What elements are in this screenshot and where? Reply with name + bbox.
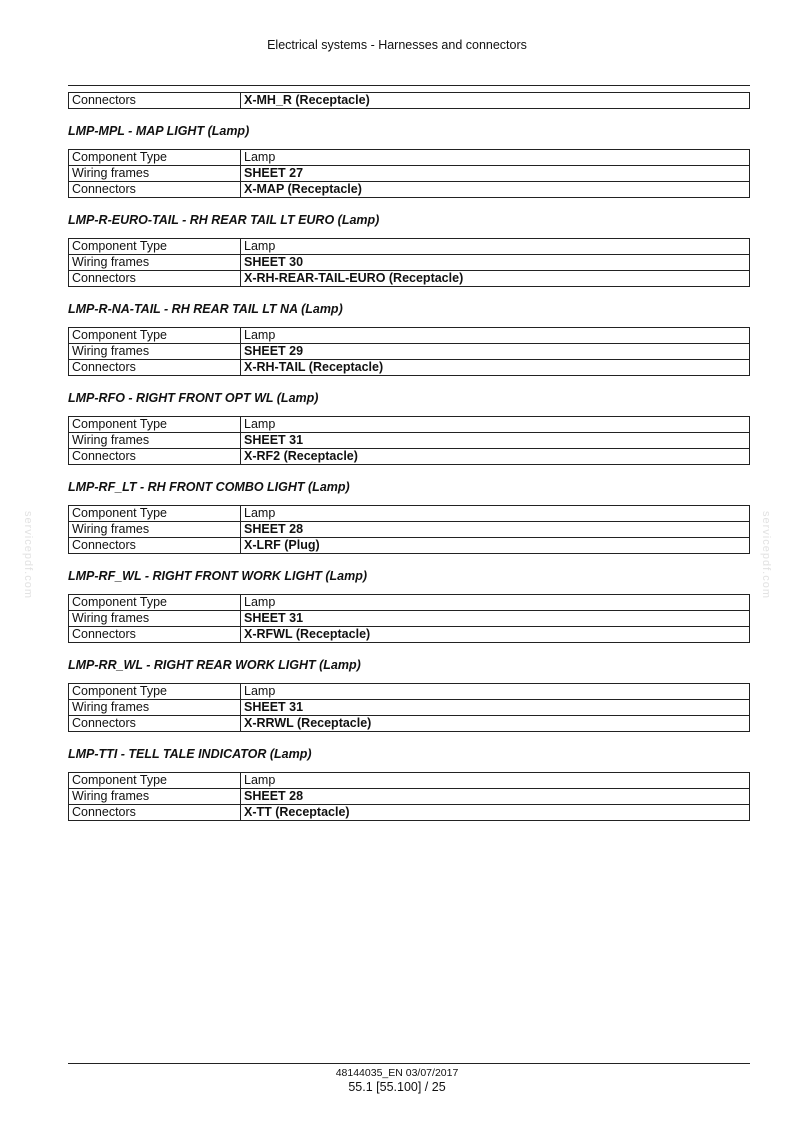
table-row (69, 449, 750, 465)
component-section (68, 657, 750, 732)
table-row (69, 789, 750, 805)
row-value: X-RH-TAIL (Receptacle) (241, 360, 750, 376)
row-value: SHEET 30 (241, 255, 750, 271)
component-section (68, 301, 750, 376)
section-title: LMP-R-NA-TAIL - RH REAR TAIL LT NA (Lamp) (68, 302, 343, 316)
table-row (69, 271, 750, 287)
section-title: LMP-MPL - MAP LIGHT (Lamp) (68, 124, 250, 138)
row-label: Component Type (69, 773, 241, 789)
row-value: SHEET 28 (241, 789, 750, 805)
row-label: Wiring frames (69, 166, 241, 182)
table-row (69, 595, 750, 611)
section-title: LMP-R-EURO-TAIL - RH REAR TAIL LT EURO (Lamp) (68, 213, 380, 227)
component-spec-table (68, 505, 750, 554)
row-label: Connectors (69, 449, 241, 465)
top-connector-table (68, 92, 750, 109)
component-spec-table (68, 238, 750, 287)
table-row (69, 611, 750, 627)
table-row (69, 344, 750, 360)
row-value: Lamp (241, 150, 750, 166)
footer-rule (68, 1063, 750, 1064)
row-label: Wiring frames (69, 522, 241, 538)
table-row (69, 182, 750, 198)
row-label: Wiring frames (69, 700, 241, 716)
header-rule (68, 85, 750, 86)
top-connector-block (68, 92, 750, 109)
row-value: Lamp (241, 506, 750, 522)
row-label: Connectors (69, 716, 241, 732)
row-value: X-RH-REAR-TAIL-EURO (Receptacle) (241, 271, 750, 287)
row-label: Component Type (69, 150, 241, 166)
row-value: X-MH_R (Receptacle) (241, 93, 750, 109)
row-value: Lamp (241, 417, 750, 433)
table-row (69, 433, 750, 449)
row-label: Component Type (69, 417, 241, 433)
row-label: Connectors (69, 182, 241, 198)
table-row (69, 93, 750, 109)
row-value: X-RFWL (Receptacle) (241, 627, 750, 643)
row-label: Wiring frames (69, 433, 241, 449)
row-label: Connectors (69, 805, 241, 821)
row-value: X-MAP (Receptacle) (241, 182, 750, 198)
component-section (68, 568, 750, 643)
component-section (68, 746, 750, 821)
table-row (69, 166, 750, 182)
row-label: Component Type (69, 684, 241, 700)
row-label: Connectors (69, 271, 241, 287)
row-label: Wiring frames (69, 255, 241, 271)
section-title: LMP-RF_WL - RIGHT FRONT WORK LIGHT (Lamp) (68, 569, 368, 583)
component-spec-table (68, 772, 750, 821)
page-header-title: Electrical systems - Harnesses and connectors (267, 38, 527, 52)
row-value: X-TT (Receptacle) (241, 805, 750, 821)
component-spec-table (68, 327, 750, 376)
row-value: SHEET 27 (241, 166, 750, 182)
component-section (68, 390, 750, 465)
row-label: Component Type (69, 506, 241, 522)
component-section (68, 479, 750, 554)
row-label: Connectors (69, 538, 241, 554)
component-section (68, 123, 750, 198)
component-spec-table (68, 416, 750, 465)
table-row (69, 538, 750, 554)
row-value: SHEET 31 (241, 433, 750, 449)
table-row (69, 805, 750, 821)
row-value: X-RRWL (Receptacle) (241, 716, 750, 732)
row-value: Lamp (241, 684, 750, 700)
row-value: X-RF2 (Receptacle) (241, 449, 750, 465)
table-row (69, 239, 750, 255)
table-row (69, 773, 750, 789)
row-label: Wiring frames (69, 611, 241, 627)
footer-document-id: 48144035_EN 03/07/2017 (335, 1067, 459, 1079)
row-label: Wiring frames (69, 789, 241, 805)
row-value: X-LRF (Plug) (241, 538, 750, 554)
component-spec-table (68, 594, 750, 643)
row-label: Component Type (69, 328, 241, 344)
row-label: Connectors (69, 627, 241, 643)
row-label: Connectors (69, 360, 241, 376)
row-value: Lamp (241, 595, 750, 611)
table-row (69, 255, 750, 271)
row-value: SHEET 31 (241, 611, 750, 627)
table-row (69, 522, 750, 538)
row-value: SHEET 29 (241, 344, 750, 360)
table-row (69, 506, 750, 522)
row-label: Connectors (69, 93, 241, 109)
row-label: Component Type (69, 239, 241, 255)
component-spec-table (68, 149, 750, 198)
table-row (69, 627, 750, 643)
section-title: LMP-RF_LT - RH FRONT COMBO LIGHT (Lamp) (68, 480, 350, 494)
row-value: SHEET 28 (241, 522, 750, 538)
table-row (69, 684, 750, 700)
section-title: LMP-TTI - TELL TALE INDICATOR (Lamp) (68, 747, 312, 761)
row-label: Component Type (69, 595, 241, 611)
row-label: Wiring frames (69, 344, 241, 360)
watermark-left: servicepdf.com (22, 511, 34, 599)
component-section (68, 212, 750, 287)
footer-page-number: 55.1 [55.100] / 25 (348, 1080, 446, 1094)
row-value: SHEET 31 (241, 700, 750, 716)
row-value: Lamp (241, 773, 750, 789)
table-row (69, 328, 750, 344)
table-row (69, 700, 750, 716)
section-title: LMP-RFO - RIGHT FRONT OPT WL (Lamp) (68, 391, 319, 405)
row-value: Lamp (241, 328, 750, 344)
table-row (69, 417, 750, 433)
table-row (69, 360, 750, 376)
row-value: Lamp (241, 239, 750, 255)
table-row (69, 150, 750, 166)
watermark-right: servicepdf.com (760, 511, 772, 599)
table-row (69, 716, 750, 732)
section-title: LMP-RR_WL - RIGHT REAR WORK LIGHT (Lamp) (68, 658, 361, 672)
component-spec-table (68, 683, 750, 732)
document-body (68, 92, 750, 821)
